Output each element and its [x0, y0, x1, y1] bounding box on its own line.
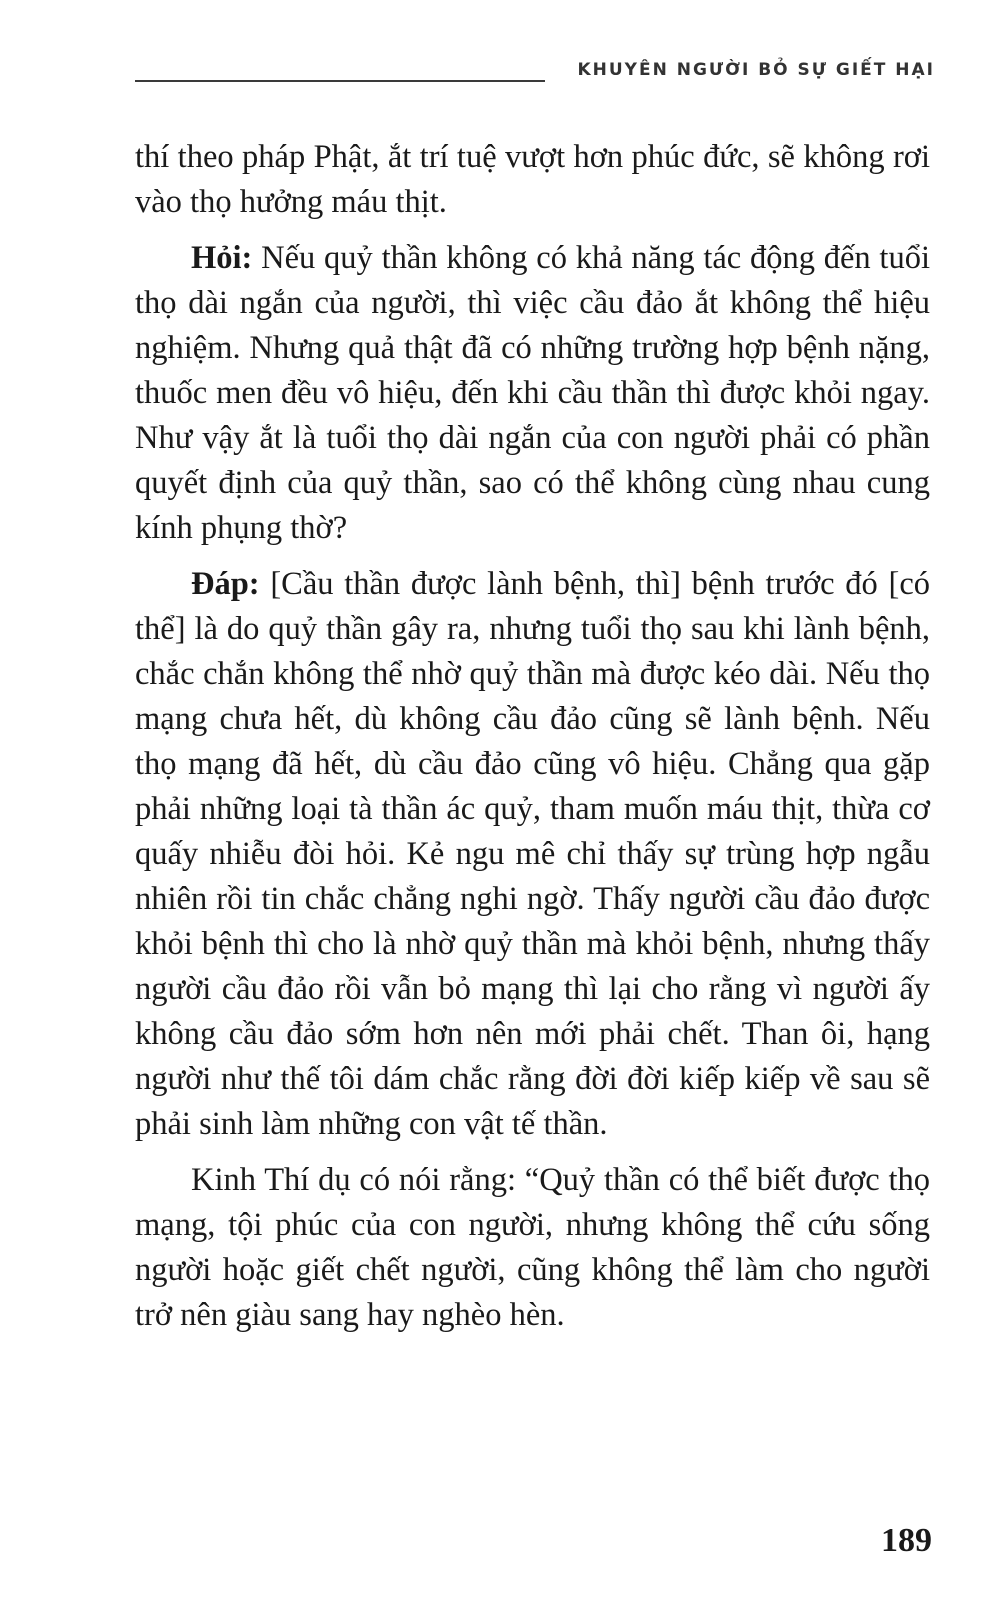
page-body	[135, 135, 930, 1349]
answer-label: Đáp:	[191, 566, 260, 602]
header-rule	[135, 80, 545, 82]
running-header	[135, 58, 935, 88]
paragraph-sutra-quote: Kinh Thí dụ có nói rằng: “Quỷ thần có thể biết được thọ mạng, tội phúc của con người, nhưng không thể cứu sống người hoặc giết chết người, cũng không thể làm cho người trở nên giàu sang hay nghèo hèn.	[135, 1162, 930, 1333]
answer-text: [Cầu thần được lành bệnh, thì] bệnh trước đó [có thể] là do quỷ thần gây ra, nhưng tuổi thọ sau khi lành bệnh, chắc chắn không thể nhờ quỷ thần mà được kéo dài. Nếu thọ mạng chưa hết, dù không cầu đảo cũng sẽ lành bệnh. Nếu thọ mạng đã hết, dù cầu đảo cũng vô hiệu. Chẳng qua gặp phải những loại tà thần ác quỷ, tham muốn máu thịt, thừa cơ quấy nhiễu đòi hỏi. Kẻ ngu mê chỉ thấy sự trùng hợp ngẫu nhiên rồi tin chắc chẳng nghi ngờ. Thấy người cầu đảo được khỏi bệnh thì cho là nhờ quỷ thần mà khỏi bệnh, nhưng thấy người cầu đảo rồi vẫn bỏ mạng thì lại cho rằng vì người ấy không cầu đảo sớm hơn nên mới phải chết. Than ôi, hạng người như thế tôi dám chắc rằng đời đời kiếp kiếp về sau sẽ phải sinh làm những con vật tế thần.	[135, 566, 930, 1142]
page-number: 189	[881, 1522, 932, 1559]
paragraph-continuation: thí theo pháp Phật, ắt trí tuệ vượt hơn phúc đức, sẽ không rơi vào thọ hưởng máu thịt.	[135, 139, 930, 220]
question-label: Hỏi:	[191, 240, 253, 276]
question-text: Nếu quỷ thần không có khả năng tác động đến tuổi thọ dài ngắn của người, thì việc cầu đảo ắt không thể hiệu nghiệm. Nhưng quả thật đã có những trường hợp bệnh nặng, thuốc men đều vô hiệu, đến khi cầu thần thì được khỏi ngay. Như vậy ắt là tuổi thọ dài ngắn của con người phải có phần quyết định của quỷ thần, sao có thể không cùng nhau cung kính phụng thờ?	[135, 240, 930, 546]
paragraph-question	[135, 236, 930, 551]
paragraph-answer	[135, 562, 930, 1147]
running-title: KHUYÊN NGƯỜI BỎ SỰ GIẾT HẠI	[577, 60, 935, 80]
